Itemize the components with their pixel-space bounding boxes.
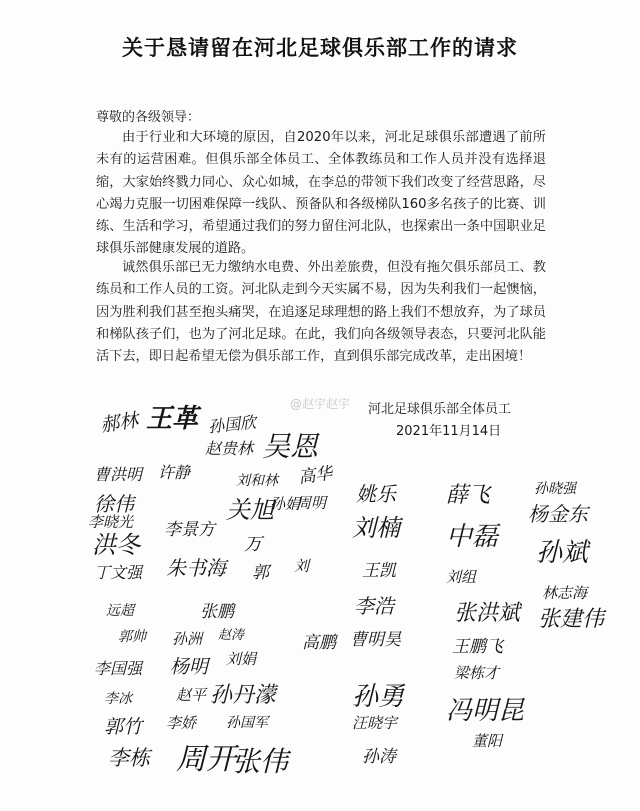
- signature: 孙涛: [362, 747, 396, 767]
- signature: 郭竹: [104, 716, 143, 738]
- signature: 孙丹濛: [210, 683, 277, 708]
- signature: 丁文强: [94, 563, 143, 582]
- signature: 孙娟: [270, 495, 301, 513]
- signature: 万: [244, 534, 262, 555]
- signature: 林志海: [542, 584, 588, 602]
- signature: 张洪斌: [454, 601, 521, 626]
- signature: 刘娟: [226, 650, 257, 668]
- signature: 吴恩: [262, 430, 319, 463]
- signature: 中磊: [446, 522, 499, 552]
- signature: 赵平: [176, 686, 207, 704]
- signature: 王革: [146, 404, 199, 434]
- signature: 梁栋才: [454, 664, 500, 682]
- signature: 孙斌: [536, 538, 589, 568]
- signature: 孙洲: [172, 630, 203, 648]
- signature: 董阳: [472, 732, 503, 750]
- signature: 孙晓强: [534, 481, 576, 497]
- signature: 远超: [106, 603, 134, 619]
- signature: 杨明: [170, 656, 209, 678]
- signature: 朱书海: [166, 556, 226, 580]
- signature: 高鹏: [302, 633, 336, 653]
- signature: 王鹏飞: [452, 637, 503, 657]
- salutation: 尊敬的各级领导：: [96, 110, 201, 125]
- signature: 周明: [296, 494, 327, 512]
- signature: 关旭: [226, 496, 274, 524]
- signature: 冯明昆: [446, 696, 525, 726]
- signature: 刘和林: [236, 473, 278, 489]
- signature: 曹明昊: [350, 630, 401, 650]
- signature: 赵贵林: [205, 439, 254, 458]
- signature: 刘: [294, 557, 310, 575]
- signature: 孙勇: [352, 682, 405, 712]
- signature: 郝林: [98, 409, 140, 437]
- signature: 王凯: [362, 561, 396, 581]
- signature: 张建伟: [538, 607, 605, 632]
- signature: 曹洪明: [94, 465, 143, 484]
- signature: 李景方: [164, 520, 215, 540]
- signature: 姚乐: [356, 482, 396, 506]
- signature: 张伟: [232, 745, 289, 778]
- signature: 李晓光: [88, 513, 134, 531]
- signature: 郭帅: [118, 629, 146, 645]
- watermark: @赵宇赵宇: [290, 397, 351, 411]
- paragraph-2: 诚然俱乐部已无力缴纳水电费、外出差旅费，但没有拖欠俱乐部员工、教练员和工作人员的工资。河北队走到今天实属不易，因为失利我们一起懊恼，因为胜利我们甚至抱头痛哭，在追逐足球理想的路上我们不想放弃，为了球员和梯队孩子们，也为了河北足球。在此，我们向各级领导表态，只要河北队能活下去，即日起希望无偿为俱乐部工作，直到俱乐部完成改革，走出困境！: [96, 260, 546, 365]
- signature: 孙国军: [226, 715, 268, 731]
- signature: 刘楠: [352, 514, 400, 542]
- date-line: 2021年11月14日: [396, 424, 502, 439]
- document-title: 关于恳请留在河北足球俱乐部工作的请求: [122, 36, 518, 60]
- signature: 洪冬: [92, 531, 140, 559]
- signature: 张鹏: [200, 602, 234, 622]
- signature: 李冰: [104, 691, 132, 707]
- signature: 李娇: [166, 714, 197, 732]
- paragraph-1: 由于行业和大环境的原因，自2020年以来，河北足球俱乐部遭遇了前所未有的运营困难。但俱乐部全体员工、全体教练员和工作人员并没有选择退缩，大家始终戮力同心、众心如城，在李总的带领下我们改变了经营思路，尽心竭力克服一切困难保障一线队、预备队和各级梯队160多名孩子的比赛、训练、生活和学习，希望通过我们的努力留住河北队，也探索出一条中国职业足球俱乐部健康发展的道路。: [96, 130, 546, 257]
- signature: 孙国欣: [207, 412, 257, 437]
- signature: 刘组: [446, 568, 477, 586]
- signature: 李浩: [354, 594, 394, 618]
- signature: 郭: [252, 563, 269, 583]
- signature: 许静: [158, 463, 191, 482]
- signature: 薛飞: [446, 483, 491, 508]
- signature: 徐伟: [94, 492, 134, 516]
- signature: 周开: [176, 742, 236, 777]
- signature: 李国强: [94, 659, 143, 678]
- signature: 汪晓宇: [352, 714, 398, 732]
- signature: 赵涛: [218, 628, 245, 643]
- sender-line: 河北足球俱乐部全体员工: [368, 402, 512, 417]
- signature: 李栋: [108, 746, 150, 770]
- signature: 杨金东: [528, 502, 588, 526]
- signature: 高华: [297, 463, 334, 489]
